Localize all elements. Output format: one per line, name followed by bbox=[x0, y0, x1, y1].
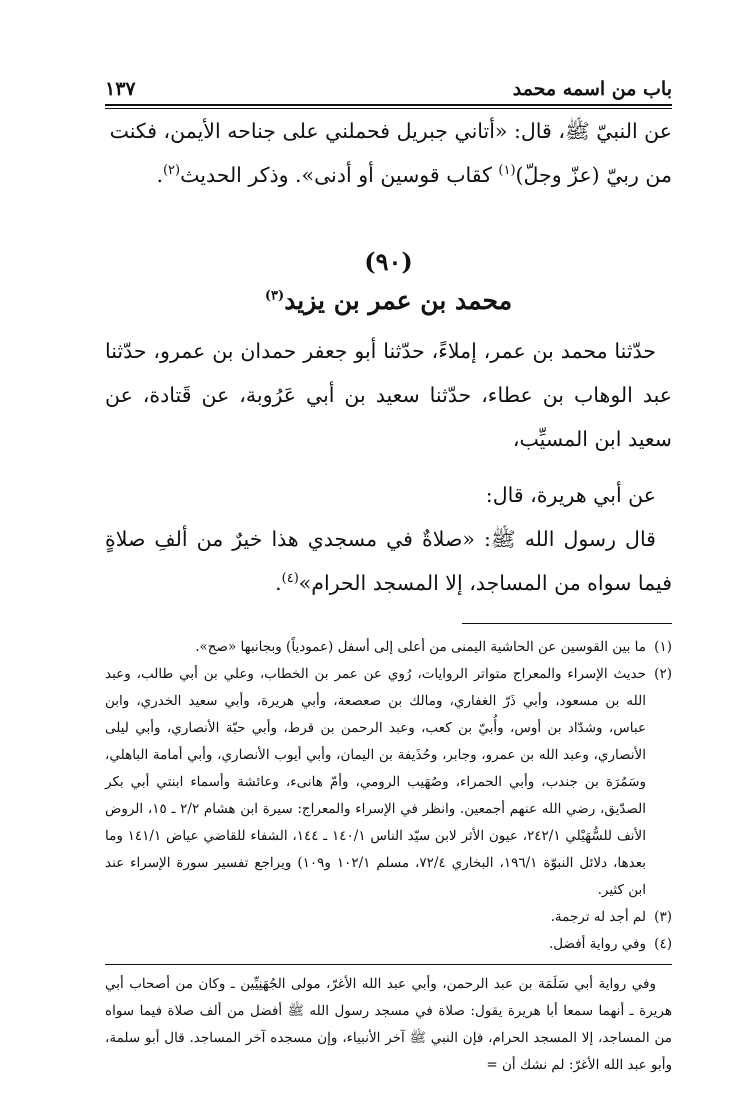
isnad-paragraph: حدّثنا محمد بن عمر، إملاءً، حدّثنا أبو جعفر حمدان بن عمرو، حدّثنا عبد الوهاب بن عطاء، حدّثنا سعيد بن أبي عَرُوبة، عن قَتادة، عن سعيد ابن المسيِّب، bbox=[105, 339, 672, 451]
intro-line-2 bbox=[105, 153, 672, 197]
section-number: (٩٠) bbox=[364, 247, 413, 276]
footnote-marker: (١) bbox=[654, 639, 672, 655]
footnote-text: وفي رواية أفضل. bbox=[548, 936, 646, 952]
chapter-title: باب من اسمه محمد bbox=[512, 78, 672, 100]
main-text bbox=[105, 109, 672, 605]
footnote-separator bbox=[462, 623, 672, 624]
footnote-text: حديث الإسراء والمعراج متواتر الروايات، رُوي عن عمر بن الخطاب، وعلي بن أبي طالب، وعبد الله بن مسعود، وأبي ذَرّ الغفاري، ومالك بن صعصعة، وأبي هريرة، وأبي سعيد الخدري، وابن عباس، وشدّاد بن أوس، وأُبيّ بن كعب، وعبد الرحمن بن قرط، وأبي حبّة الأنصاري، وأبي ليلى الأنصاري، وعبد الله بن عمرو، وجابر، وحُذَيفة بن اليمان، وأبي أيوب الأنصاري، وأبي أمامة الباهلي، وسَمُرَة بن جندب، وأبي الحمراء، وصُهَيب الرومي، وأمّ هانىء، وعائشة وأسماء ابنتي أبي بكر الصدّيق، رضي الله عنهم أجمعين. وانظر في الإسراء والمعراج: سيرة ابن هشام ٢/٢ ـ ١٥، الروض الأنف للسُّهَيْلي ٢٤٢/١، عيون الأثر لابن سيّد الناس ١٤٠/١ ـ ١٤٤، الشفاء للقاضي عياض ١٤١/١ وما بعدها، دلائل النبوّة ١٩٦/١، البخاري ٧٢/٤، مسلم ١٠٢/١ و١٠٩) ويراجع تفسير سورة الإسراء عند ابن كثير. bbox=[105, 666, 647, 898]
intro-line-2-end: . bbox=[156, 163, 163, 187]
footnote-ref-2: (٢) bbox=[162, 163, 181, 179]
hadith-end: . bbox=[275, 571, 282, 595]
footnote-ref-3: (٣) bbox=[264, 288, 285, 304]
running-header bbox=[105, 78, 672, 106]
section-title bbox=[105, 281, 672, 321]
intro-line-2-tail: كقاب قوسين أو أدنى». وذكر الحديث bbox=[180, 163, 499, 187]
intro-line-2-text: من ربيّ (عزّ وجلّ) bbox=[515, 163, 672, 187]
footnote-marker: (٢) bbox=[654, 666, 672, 682]
footnote-marker: (٤) bbox=[654, 936, 672, 952]
narrator-paragraph: عن أبي هريرة، قال: bbox=[485, 483, 656, 507]
footnote-continuation: وفي رواية أبي سَلَمَة بن عبد الرحمن، وأبي عبد الله الأغرّ، مولى الجُهَنِيِّين ـ وكان من أصحاب أبي هريرة ـ أنهما سمعا أبا هريرة يقول: صلاة في مسجد رسول الله ﷺ أفضل من ألف صلاة فيما سواه من المساجد، إلا المسجد الحرام، فإن النبي ﷺ آخر الأنبياء، وإن مسجده آخر المساجد. قال أبو سلمة، وأبو عبد الله الأغرّ: لم نشك أن = bbox=[105, 964, 672, 1079]
hadith-paragraph bbox=[105, 517, 672, 605]
footnote-4 bbox=[105, 931, 672, 958]
footnote-ref-1: (١) bbox=[498, 163, 516, 179]
footnote-text: ما بين القوسين عن الحاشية اليمنى من أعلى إلى أسفل (عمودياً) وبجانبها «صح». bbox=[195, 639, 646, 655]
footnotes bbox=[105, 634, 672, 1079]
footnote-3 bbox=[105, 904, 672, 931]
section-title-text: محمد بن عمر بن يزيد bbox=[284, 286, 513, 315]
footnote-ref-4: (٤) bbox=[281, 571, 299, 587]
footnote-text: لم أجد له ترجمة. bbox=[550, 909, 646, 925]
book-page bbox=[105, 78, 672, 1111]
footnote-2 bbox=[105, 661, 672, 904]
hadith-text: قال رسول الله ﷺ: «صلاةٌ في مسجدي هذا خيرٌ من ألفِ صلاةٍ فيما سواه من المساجد، إلا المسجد الحرام» bbox=[105, 527, 672, 595]
intro-line-1: عن النبيّ ﷺ، قال: «أتاني جبريل فحملني على جناحه الأيمن، فكنت bbox=[109, 119, 672, 143]
page-number: ١٣٧ bbox=[105, 78, 136, 100]
footnote-marker: (٣) bbox=[654, 909, 672, 925]
footnote-1 bbox=[105, 634, 672, 661]
